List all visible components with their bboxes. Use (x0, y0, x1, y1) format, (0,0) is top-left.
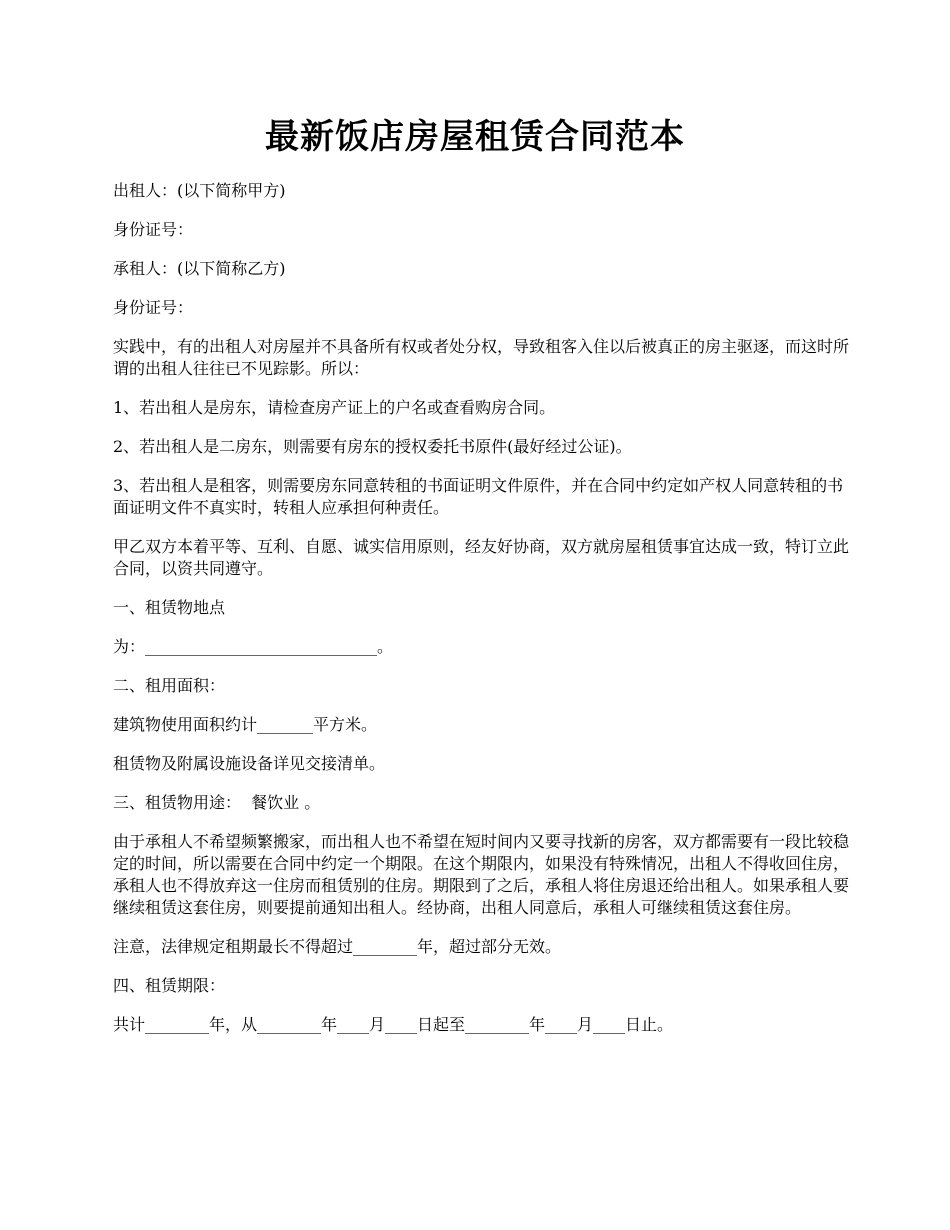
paragraph-lessor: 出租人：(以下简称甲方) (113, 181, 286, 200)
paragraph-term-explanation: 由于承租人不希望频繁搬家，而出租人也不希望在短时间内又要寻找新的房客，双方都需要有一段比较稳定的时间，所以需要在合同中约定一个期限。在这个期限内，如果没有特殊情况，出租人不得收回住房，承租人也不得放弃这一住房而租赁别的住房。期限到了之后，承租人将住房退还给出租人。如果承租人要继续租赁这套住房，则要提前通知出租人。经协商，出租人同意后，承租人可继续租赁这套住房。 (113, 832, 850, 917)
section-heading-usage: 三、租赁物用途： 餐饮业 。 (113, 793, 321, 812)
section-heading-term: 四、租赁期限： (113, 976, 226, 995)
paragraph-term-blank: 共计________年，从________年____月____日起至________年____月____日止。 (113, 1015, 674, 1034)
paragraph-facilities: 租赁物及附属设施设备详见交接清单。 (113, 754, 386, 773)
paragraph-term-note: 注意，法律规定租期最长不得超过________年，超过部分无效。 (113, 937, 562, 956)
paragraph-lessor-id: 身份证号： (113, 220, 194, 239)
paragraph-check-2: 2、若出租人是二房东，则需要有房东的授权委托书原件(最好经过公证)。 (113, 437, 632, 456)
paragraph-agreement: 甲乙双方本着平等、互利、自愿、诚实信用原则，经友好协商，双方就房屋租赁事宜达成一致，特订立此合同，以资共同遵守。 (113, 537, 850, 578)
document-title: 最新饭店房屋租赁合同范本 (265, 117, 685, 157)
paragraph-lessee-id: 身份证号： (113, 298, 194, 317)
section-heading-area: 二、租用面积： (113, 676, 226, 695)
paragraph-practice-note: 实践中，有的出租人对房屋并不具备所有权或者处分权，导致租客入住以后被真正的房主驱逐，而这时所谓的出租人往往已不见踪影。所以： (113, 337, 850, 378)
paragraph-check-3: 3、若出租人是租客，则需要房东同意转租的书面证明文件原件，并在合同中约定如产权人同意转租的书面证明文件不真实时，转租人应承担何种责任。 (113, 476, 844, 517)
paragraph-location-blank: 为：_____________________________。 (113, 637, 394, 656)
section-heading-location: 一、租赁物地点 (113, 598, 226, 617)
paragraph-area-blank: 建筑物使用面积约计_______平方米。 (113, 715, 378, 734)
paragraph-lessee: 承租人：(以下简称乙方) (113, 259, 286, 278)
document-body (113, 180, 853, 1053)
paragraph-check-1: 1、若出租人是房东，请检查房产证上的户名或查看购房合同。 (113, 398, 556, 417)
